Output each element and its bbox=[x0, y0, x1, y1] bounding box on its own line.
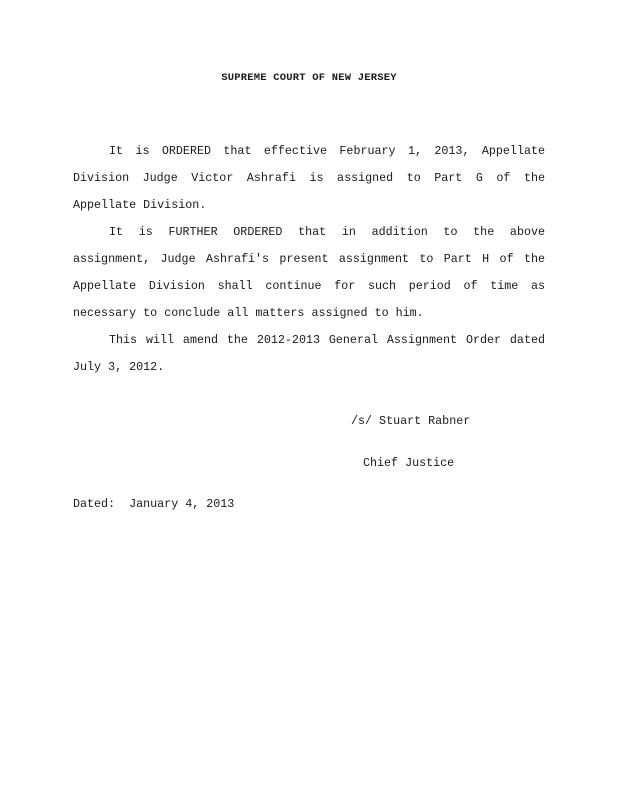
order-paragraph-3: This will amend the 2012-2013 General Assignment Order dated July 3, 2012. bbox=[73, 333, 545, 374]
order-paragraph-2: It is FURTHER ORDERED that in addition to the above assignment, Judge Ashrafi's present assignment to Part H of the Appellate Division shall continue for such period of time as necessary to conclude all matters assigned to him. bbox=[73, 225, 545, 320]
order-body bbox=[73, 138, 545, 381]
dated-line: Dated: January 4, 2013 bbox=[73, 497, 235, 511]
court-title: SUPREME COURT OF NEW JERSEY bbox=[221, 72, 397, 84]
order-paragraph-1: It is ORDERED that effective February 1, 2013, Appellate Division Judge Victor Ashrafi is assigned to Part G of the Appellate Division. bbox=[73, 144, 545, 212]
signature-title: Chief Justice bbox=[363, 456, 455, 470]
signature-name: /s/ Stuart Rabner bbox=[351, 414, 471, 428]
